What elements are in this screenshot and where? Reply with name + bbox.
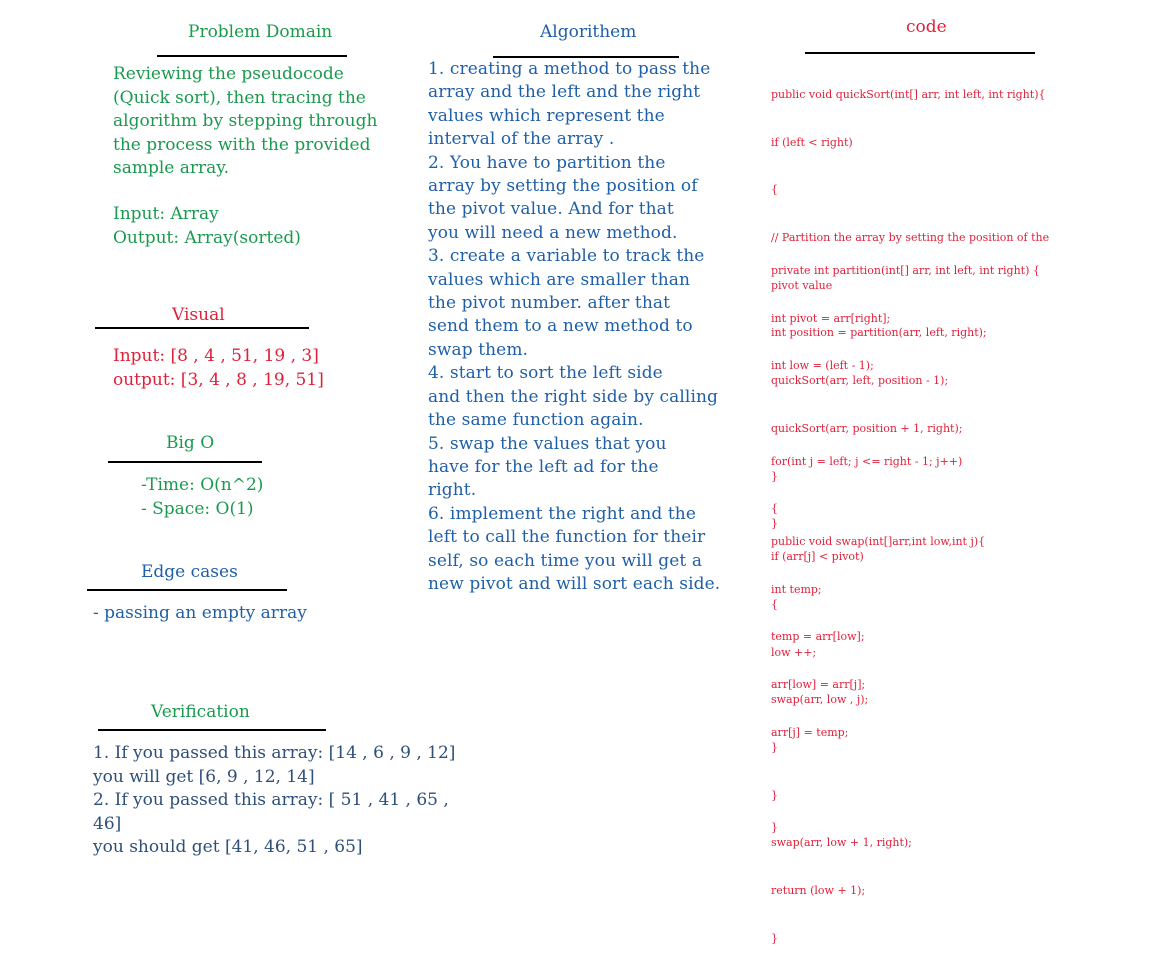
algorithm-line: swap them. (428, 339, 529, 360)
problem-domain-line: sample array. (113, 158, 230, 178)
code-line: { (771, 502, 778, 516)
problem-domain-line: algorithm by stepping through (113, 111, 378, 131)
algorithm-line: 2. You have to partition the (428, 152, 666, 173)
code-line: pivot value (771, 278, 833, 292)
code-line: int temp; (771, 582, 822, 596)
code-line: swap(arr, low + 1, right); (771, 836, 912, 850)
algorithm-line: 1. creating a method to pass the (428, 59, 711, 79)
verification-line: you should get [41, 46, 51 , 65] (93, 837, 363, 857)
algorithm-line: you will need a new method. (428, 222, 678, 243)
code-line: private int partition(int[] arr, int left, int right) { (771, 263, 1040, 277)
verification-line: you will get [6, 9 , 12, 14] (93, 766, 315, 787)
code-line: return (low + 1); (771, 884, 866, 898)
algorithm-line: array by setting the position of (428, 176, 698, 197)
visual-example (113, 345, 403, 392)
code-line: } (771, 741, 778, 754)
algorithm-line: values which represent the (428, 105, 665, 126)
code-line: quickSort(arr, left, position - 1); (771, 374, 949, 388)
algorithm-line: have for the left ad for the (428, 456, 659, 477)
problem-domain-heading: Problem Domain (188, 22, 333, 42)
code-line: // Partition the array by setting the position of the (771, 230, 1050, 244)
algorithm-line: right. (428, 480, 477, 501)
algorithm-heading: Algorithem (540, 22, 637, 42)
algorithm-line: left to call the function for their (428, 527, 706, 548)
algorithm-line: the pivot value. And for that (428, 199, 674, 220)
problem-domain-io (113, 203, 403, 250)
visual-output: output: [3, 4 , 8 , 19, 51] (113, 369, 324, 390)
code-line: } (771, 517, 778, 531)
code-line: public void quickSort(int[] arr, int left, int right){ (771, 87, 1046, 101)
code-heading: code (906, 17, 947, 37)
algorithm-line: interval of the array . (428, 129, 615, 150)
big-o-space: - Space: O(1) (141, 498, 254, 519)
code-underline (805, 52, 1035, 54)
code-line: low ++; (771, 645, 817, 659)
code-line: int position = partition(arr, left, right); (771, 326, 987, 340)
verification-heading: Verification (151, 702, 250, 722)
code-swap-block (771, 502, 985, 852)
problem-domain-line: (Quick sort), then tracing the (113, 87, 366, 108)
algorithm-line: new pivot and will sort each side. (428, 573, 721, 594)
visual-heading: Visual (172, 305, 225, 325)
algorithm-line: 5. swap the values that you (428, 433, 667, 454)
visual-input: Input: [8 , 4 , 51, 19 , 3] (113, 346, 319, 366)
edge-cases-underline (87, 589, 287, 591)
algorithm-line: 3. create a variable to track the (428, 246, 705, 267)
algorithm-line: 4. start to sort the left side (428, 363, 663, 384)
code-line: arr[low] = arr[j]; (771, 677, 866, 691)
big-o-underline (108, 461, 262, 463)
verification-underline (98, 729, 326, 731)
algorithm-line: send them to a new method to (428, 316, 693, 337)
problem-domain-line: the process with the provided (113, 134, 371, 155)
code-line: if (arr[j] < pivot) (771, 550, 864, 564)
code-line: arr[j] = temp; (771, 725, 849, 739)
algorithm-line: and then the right side by calling (428, 386, 719, 407)
code-line: temp = arr[low]; (771, 630, 865, 644)
code-line: public void swap(int[]arr,int low,int j){ (771, 534, 986, 548)
problem-domain-output: Output: Array(sorted) (113, 227, 301, 248)
big-o-heading: Big O (166, 433, 215, 453)
verification-line: 2. If you passed this array: [ 51 , 41 , 65 , (93, 790, 449, 810)
edge-cases-item: - passing an empty array (93, 603, 307, 623)
big-o-values (141, 474, 431, 521)
algorithm-line: self, so each time you will get a (428, 550, 703, 571)
problem-domain-description (113, 63, 403, 181)
problem-domain-input: Input: Array (113, 204, 219, 224)
code-line: } (771, 469, 778, 483)
algorithm-line: the same function again. (428, 410, 644, 431)
visual-underline (95, 327, 309, 329)
code-line: if (left < right) (771, 135, 853, 149)
big-o-time: -Time: O(n^2) (141, 475, 264, 495)
code-line: swap(arr, low , j); (771, 693, 869, 707)
verification-line: 1. If you passed this array: [14 , 6 , 9 , 12] (93, 743, 456, 763)
algorithm-line: values which are smaller than (428, 269, 691, 290)
problem-domain-underline (157, 55, 347, 57)
code-line: { (771, 597, 778, 611)
verification-text (93, 742, 455, 860)
algorithm-line: array and the left and the right (428, 82, 701, 103)
edge-cases-heading: Edge cases (141, 562, 238, 582)
code-line: for(int j = left; j <= right - 1; j++) (771, 454, 963, 468)
code-line: { (771, 183, 778, 197)
problem-domain-line: Reviewing the pseudocode (113, 64, 344, 84)
algorithm-line: 6. implement the right and the (428, 503, 697, 524)
code-line (771, 406, 1040, 422)
code-line: } (771, 931, 778, 945)
code-line: int pivot = arr[right]; (771, 311, 891, 325)
algorithm-line: the pivot number. after that (428, 293, 671, 314)
verification-line: 46] (93, 813, 122, 834)
algorithm-steps (428, 58, 728, 596)
code-line (771, 772, 985, 788)
code-line: quickSort(arr, position + 1, right); (771, 421, 963, 435)
code-line: } (771, 788, 778, 802)
code-line: int low = (left - 1); (771, 359, 874, 373)
code-line: } (771, 821, 778, 835)
